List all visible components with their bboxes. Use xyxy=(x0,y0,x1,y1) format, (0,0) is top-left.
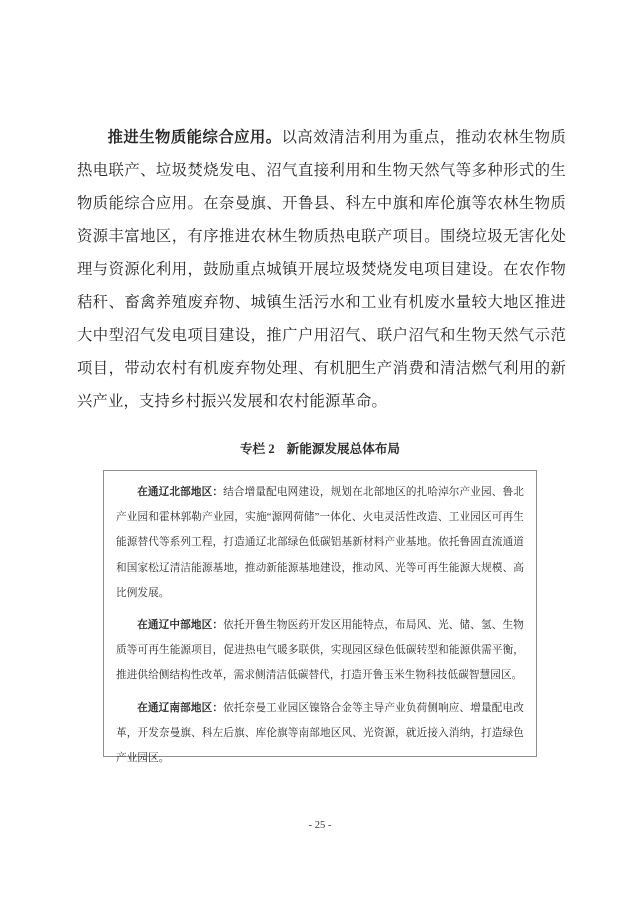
box-paragraph-south-lead: 在通辽南部地区： xyxy=(137,702,224,714)
box-paragraph-north-text: 结合增量配电网建设，规划在北部地区的扎哈淖尔产业园、鲁北产业园和霍林郭勒产业园，实施“源网荷储”一体化、火电灵活性改造、工业园区可再生能源替代等系列工程，打造通辽北部绿色低碳铝基新材料产业基地。依托鲁固直流通道和国家松辽清洁能源基地，推动新能源基地建设，推动风、光等可再生能源大规模、高比例发展。 xyxy=(116,487,524,599)
page-number: - 25 - xyxy=(308,820,332,831)
box-paragraph-south xyxy=(116,696,524,772)
body-paragraph-text: 以高效清洁利用为重点，推动农林生物质热电联产、垃圾焚烧发电、沼气直接利用和生物天然气等多种形式的生物质能综合应用。在奈曼旗、开鲁县、科左中旗和库伦旗等农林生物质资源丰富地区，有序推进农林生物质热电联产项目。围绕垃圾无害化处理与资源化利用，鼓励重点城镇开展垃圾焚烧发电项目建设。在农作物秸秆、畜禽养殖废弃物、城镇生活污水和工业有机废水量较大地区推进大中型沼气发电项目建设，推广户用沼气、联户沼气和生物天然气示范项目，带动农村有机废弃物处理、有机肥生产消费和清洁燃气利用的新兴产业，支持乡村振兴发展和农村能源革命。 xyxy=(77,129,566,410)
body-paragraph xyxy=(77,121,566,418)
box-paragraph-north-lead: 在通辽北部地区： xyxy=(137,487,224,498)
box-paragraph-north xyxy=(116,480,524,606)
column-box-heading xyxy=(0,439,640,459)
box-paragraph-central xyxy=(116,613,524,689)
box-paragraph-central-text: 依托开鲁生物医药开发区用能特点，布局风、光、储、氢、生物质等可再生能源项目，促进热电气暖多联供，实现园区绿色低碳转型和能源供需平衡，推进供给侧结构性改革，需求侧清洁低碳替代，打造开鲁玉米生物科技低碳智慧园区。 xyxy=(116,620,524,682)
column-box xyxy=(103,470,537,765)
column-box-title: 新能源发展总体布局 xyxy=(286,442,400,456)
box-paragraph-central-lead: 在通辽中部地区： xyxy=(137,620,224,632)
box-paragraph-south-text: 依托奈曼工业园区镍铬合金等主导产业负荷侧响应、增量配电改革，开发奈曼旗、科左后旗、库伦旗等南部地区风、光资源，就近接入消纳，打造绿色产业园区。 xyxy=(116,702,524,765)
column-box-label: 专栏 2 xyxy=(240,442,275,456)
body-paragraph-lead: 推进生物质能综合应用。 xyxy=(107,129,282,146)
